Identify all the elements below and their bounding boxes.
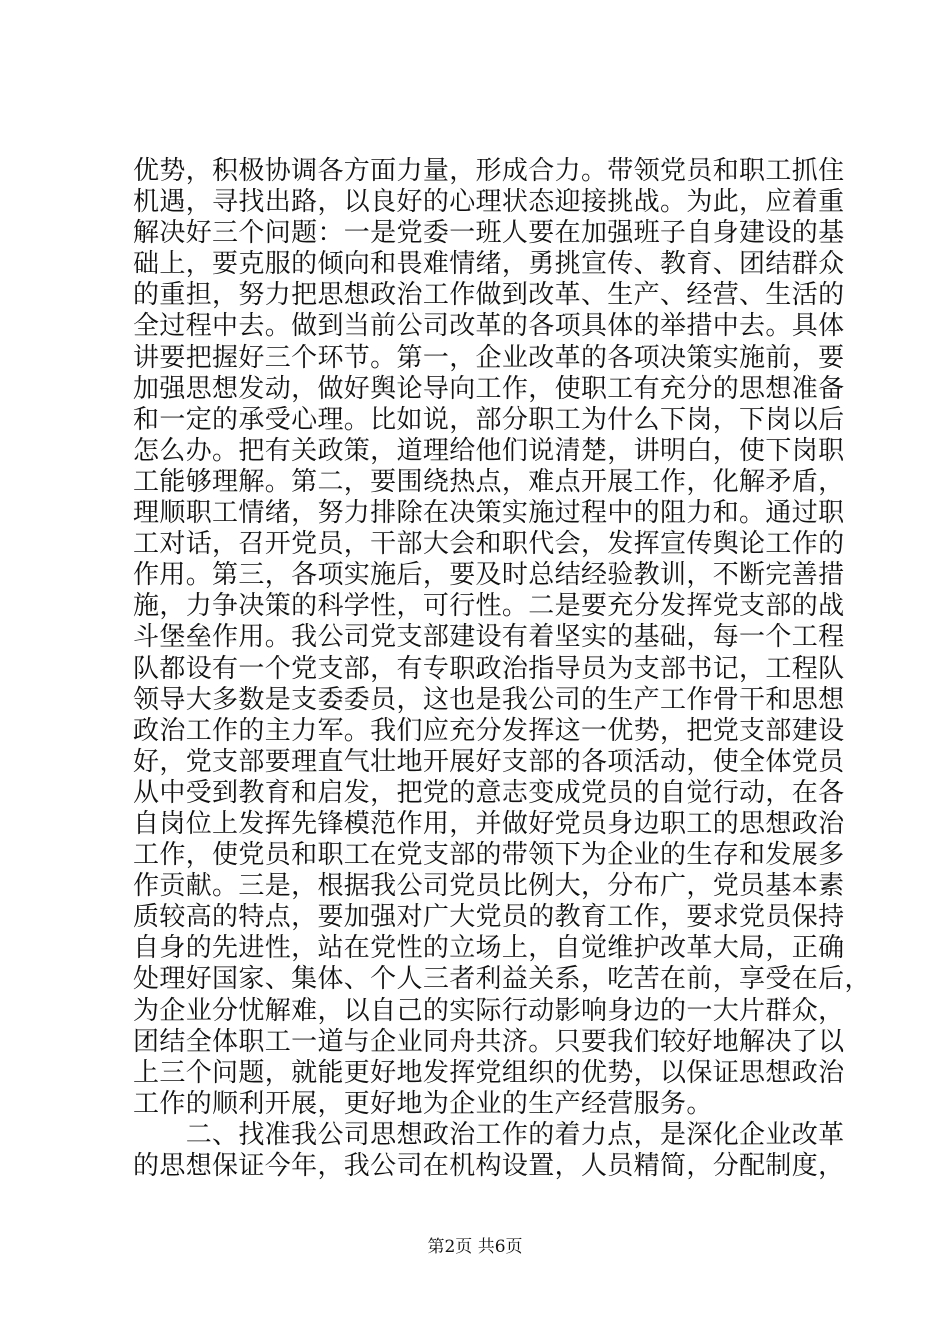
text-line: 为企业分忧解难，以自己的实际行动影响身边的一大片群众， xyxy=(133,995,845,1026)
text-line: 自岗位上发挥先锋模范作用，并做好党员身边职工的思想政治 xyxy=(133,808,845,839)
text-line: 加强思想发动，做好舆论导向工作，使职工有充分的思想准备 xyxy=(133,373,845,404)
text-line: 从中受到教育和启发，把党的意志变成党员的自觉行动，在各 xyxy=(133,777,845,808)
text-line: 政治工作的主力军。我们应充分发挥这一优势，把党支部建设 xyxy=(133,715,845,746)
text-line: 自身的先进性，站在党性的立场上，自觉维护改革大局，正确 xyxy=(133,933,845,964)
text-line: 的重担，努力把思想政治工作做到改革、生产、经营、生活的 xyxy=(133,280,845,311)
text-line: 工作的顺利开展，更好地为企业的生产经营服务。 xyxy=(133,1088,713,1119)
text-line: 工作，使党员和职工在党支部的带领下为企业的生存和发展多 xyxy=(133,840,845,871)
text-line: 优势，积极协调各方面力量，形成合力。带领党员和职工抓住 xyxy=(133,156,845,186)
text-line: 处理好国家、集体、个人三者利益关系，吃苦在前，享受在后， xyxy=(133,964,871,995)
page-number-footer: 第2页 共6页 xyxy=(427,1237,523,1257)
text-line: 机遇，寻找出路，以良好的心理状态迎接挑战。为此，应着重 xyxy=(133,187,845,218)
text-line: 讲要把握好三个环节。第一，企业改革的各项决策实施前，要 xyxy=(133,342,845,373)
text-line: 础上，要克服的倾向和畏难情绪，勇挑宣传、教育、团结群众 xyxy=(133,249,845,280)
text-line: 上三个问题，就能更好地发挥党组织的优势，以保证思想政治 xyxy=(133,1057,845,1088)
text-line: 质较高的特点，要加强对广大党员的教育工作，要求党员保持 xyxy=(133,902,845,933)
text-line: 的思想保证今年，我公司在机构设置，人员精简，分配制度， xyxy=(133,1151,845,1181)
text-line: 作贡献。三是，根据我公司党员比例大，分布广，党员基本素 xyxy=(133,871,845,902)
text-line: 团结全体职工一道与企业同舟共济。只要我们较好地解决了以 xyxy=(133,1026,845,1057)
text-line: 斗堡垒作用。我公司党支部建设有着坚实的基础，每一个工程 xyxy=(133,622,845,653)
body-text xyxy=(133,156,871,1182)
text-line: 领导大多数是支委委员，这也是我公司的生产工作骨干和思想 xyxy=(133,684,845,715)
text-line: 施，力争决策的科学性，可行性。二是要充分发挥党支部的战 xyxy=(133,591,845,622)
text-line: 理顺职工情绪，努力排除在决策实施过程中的阻力和。通过职 xyxy=(133,498,845,529)
text-line: 作用。第三，各项实施后，要及时总结经验教训，不断完善措 xyxy=(133,560,845,591)
text-line: 好，党支部要理直气壮地开展好支部的各项活动，使全体党员 xyxy=(133,746,845,777)
text-line: 解决好三个问题：一是党委一班人要在加强班子自身建设的基 xyxy=(133,218,845,249)
text-line: 全过程中去。做到当前公司改革的各项具体的举措中去。具体 xyxy=(133,311,845,342)
text-line: 和一定的承受心理。比如说，部分职工为什么下岗，下岗以后 xyxy=(133,404,845,435)
text-line: 队都设有一个党支部，有专职政治指导员为支部书记，工程队 xyxy=(133,653,845,684)
text-line: 工能够理解。第二，要围绕热点，难点开展工作，化解矛盾， xyxy=(133,466,845,497)
paragraph-start-line: 二、找准我公司思想政治工作的着力点，是深化企业改革 xyxy=(133,1119,845,1150)
text-line: 怎么办。把有关政策，道理给他们说清楚，讲明白，使下岗职 xyxy=(133,435,845,466)
text-line: 工对话，召开党员，干部大会和职代会，发挥宣传舆论工作的 xyxy=(133,529,845,560)
